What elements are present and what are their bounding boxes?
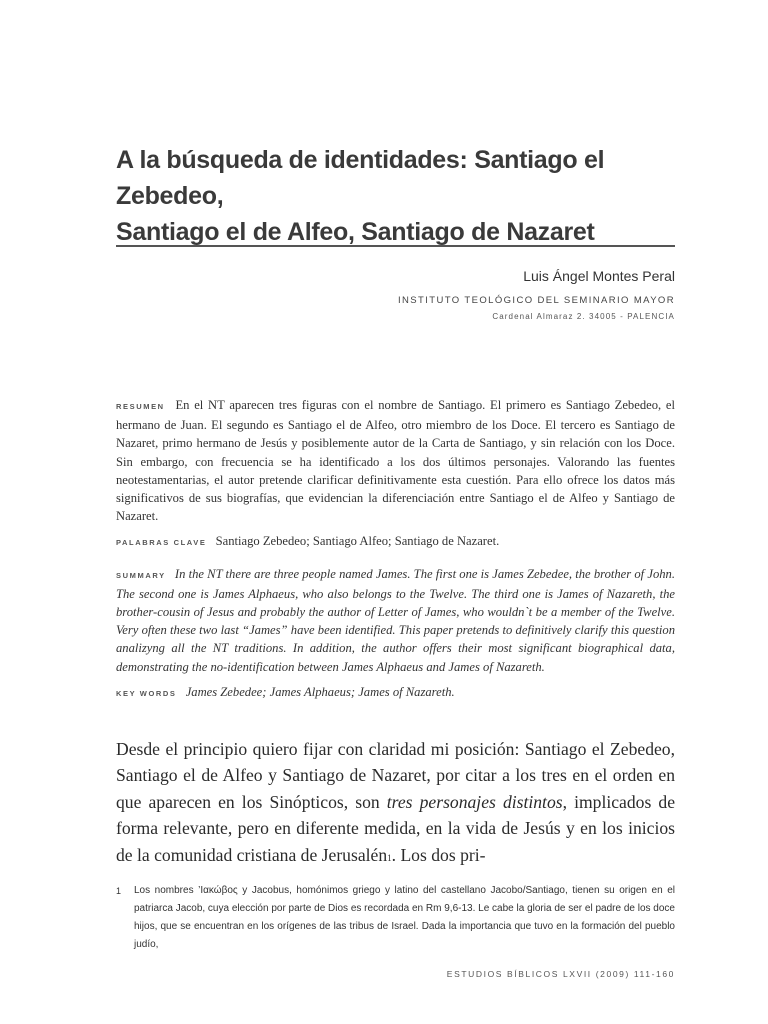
body-emphasis: tres personajes distintos bbox=[386, 791, 563, 812]
resumen-label: RESUMEN bbox=[116, 402, 165, 411]
author-name: Luis Ángel Montes Peral bbox=[523, 268, 675, 284]
author-address: Cardenal Almaraz 2. 34005 - PALENCIA bbox=[492, 312, 675, 321]
body-text-part-1: Desde el principio quiero fijar con claridad mi posición: Santiago el Zebedeo, Santiago el de Alfeo y Santiago de Nazaret, por citar a los tres en el orden en que aparecen en los Sinópticos, son bbox=[116, 739, 675, 812]
footnote-number: 1 bbox=[116, 886, 122, 896]
title-line-2: Santiago el de Alfeo, Santiago de Nazaret bbox=[116, 218, 595, 246]
footnote-text: Los nombres ’Ιακώβος y Jacobus, homónimos griego y latino del castellano Jacobo/Santiago, tienen su origen en el patriarca Jacob, cuya elección por parte de Dios es recordada en Rm 9,6-13. Le cabe la gloria de ser el padre de los doce hijos, que se encuentran en los orígenes de las tribus de Israel. Dada la importancia que tuvo en la formación del pueblo judío, bbox=[134, 885, 675, 950]
running-footer: ESTUDIOS BÍBLICOS LXVII (2009) 111-160 bbox=[446, 969, 675, 979]
footnotes bbox=[116, 882, 675, 954]
abstract-section bbox=[116, 396, 675, 710]
title-line-1: A la búsqueda de identidades: Santiago el Zebedeo, bbox=[116, 146, 605, 210]
summary-label: SUMMARY bbox=[116, 570, 166, 580]
footnote-item bbox=[116, 882, 675, 954]
palabras-clave-paragraph bbox=[116, 532, 675, 552]
author-affiliation: INSTITUTO TEOLÓGICO DEL SEMINARIO MAYOR bbox=[397, 295, 675, 306]
resumen-paragraph bbox=[116, 396, 675, 525]
key-words-paragraph bbox=[116, 683, 675, 703]
article-title bbox=[116, 142, 686, 250]
author-block bbox=[398, 267, 675, 324]
key-words-label: KEY WORDS bbox=[116, 688, 177, 698]
palabras-clave-label: PALABRAS CLAVE bbox=[116, 538, 207, 548]
title-divider bbox=[116, 245, 675, 247]
summary-text: In the NT there are three people named James. The first one is James Zebedee, the brother of John. The second one is James Alphaeus, who also belongs to the Twelve. The third one is James of Nazareth, the brother-cousin of Jesus and probably the author of Letter of James, who wouldn`t be a member of the Twelve. Very often these two last “James” have been identified. This paper pretends to definitively clarify this question analizyng all the NT traditions. In addition, the author offers their most significant biographical data, demonstrating the no-identification between James Alphaeus and James of Nazareth. bbox=[116, 566, 675, 674]
body-paragraph bbox=[116, 736, 675, 871]
footnote-reference[interactable]: 1 bbox=[387, 852, 392, 863]
body-text-part-3: . Los dos pri- bbox=[391, 844, 486, 865]
key-words-text: James Zebedee; James Alphaeus; James of Nazareth. bbox=[185, 684, 455, 699]
summary-paragraph bbox=[116, 565, 675, 676]
resumen-text: En el NT aparecen tres figuras con el nombre de Santiago. El primero es Santiago Zebedeo, el hermano de Juan. El segundo es Santiago el de Alfeo, otro miembro de los Doce. El tercero es Santiago de Nazaret, primo hermano de Jesús y posiblemente autor de la Carta de Santiago, y sin relación con los Doce. Sin embargo, con frecuencia se ha identificado a los dos últimos personajes. Valorando las fuentes neotestamentarias, el autor pretende clarificar definitivamente esta cuestión. Para ello ofrece los datos más significativos de sus biografías, que evidencian la diferenciación entre Santiago el de Alfeo y Santiago de Nazaret. bbox=[116, 398, 675, 524]
body-text-part-2: , implicados de forma relevante, pero en diferente medida, en la vida de Jesús y en los inicios de la comunidad cristiana de Jerusalén bbox=[116, 791, 676, 865]
palabras-clave-text: Santiago Zebedeo; Santiago Alfeo; Santiago de Nazaret. bbox=[215, 534, 500, 549]
